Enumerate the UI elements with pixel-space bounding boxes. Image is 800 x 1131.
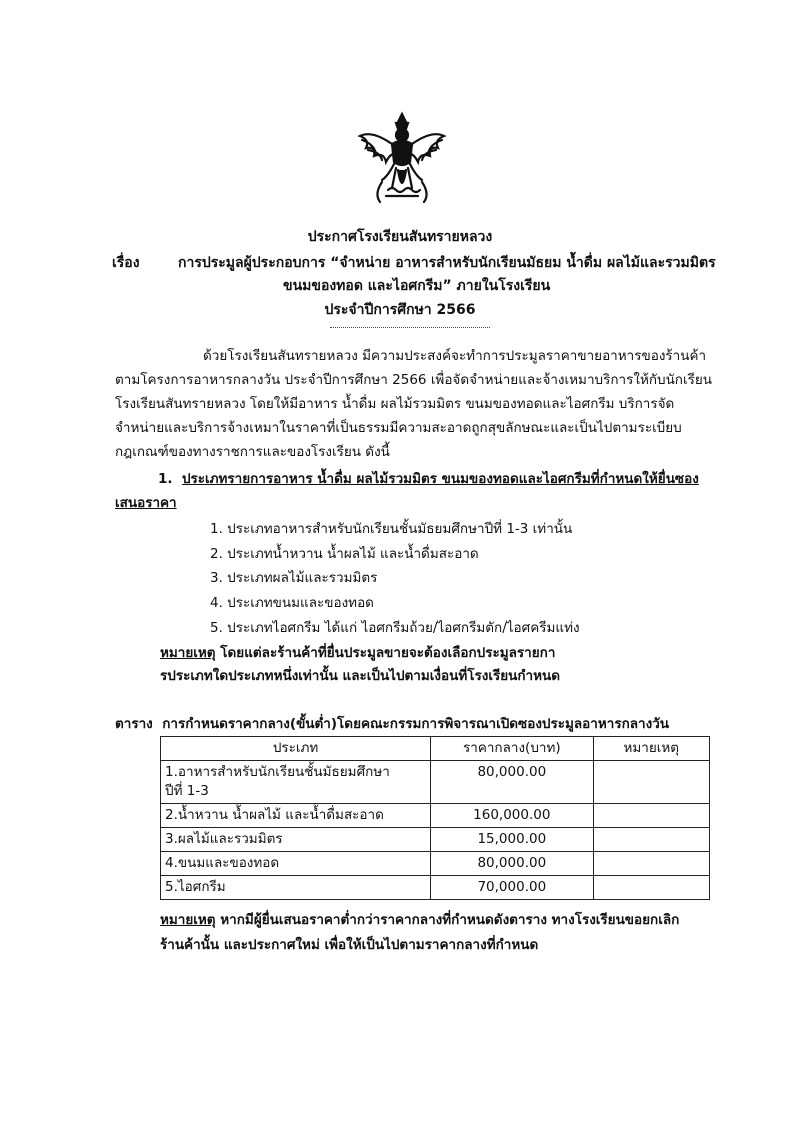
cell-price: 80,000.00 xyxy=(431,852,593,876)
cell-type: 3.ผลไม้และรวมมิตร xyxy=(161,828,431,852)
list-item: 2. ประเภทน้ำหวาน น้ำผลไม้ และน้ำดื่มสะอาด xyxy=(210,546,479,562)
header-price: ราคากลาง(บาท) xyxy=(431,737,593,761)
cell-note xyxy=(593,828,710,852)
table-caption-text: การกำหนดราคากลาง(ขั้นต่ำ)โดยคณะกรรมการพิจารณาเปิดซองประมูลอาหารกลางวัน xyxy=(162,716,670,732)
intro-line-4: จำหน่ายและบริการจ้างเหมาในราคาที่เป็นธรรมมีความสะอาดถูกสุขลักษณะและเป็นไปตามระเบียบ xyxy=(115,420,682,436)
intro-line-1: ด้วยโรงเรียนสันทรายหลวง มีความประสงค์จะทำการประมูลราคาขายอาหารของร้านค้า xyxy=(203,348,707,364)
reference-price-table xyxy=(160,736,710,900)
note-2-text: หากมีผู้ยื่นเสนอราคาต่ำกว่าราคากลางที่กำหนดดังตาราง ทางโรงเรียนขอยกเลิก xyxy=(215,912,680,928)
cell-price: 70,000.00 xyxy=(431,876,593,900)
subject-line-1: การประมูลผู้ประกอบการ “จำหน่าย อาหารสำหรับนักเรียนมัธยม น้ำดื่ม ผลไม้และรวมมิตร xyxy=(178,255,716,271)
table-row xyxy=(161,852,710,876)
list-item: 5. ประเภทไอศกรีม ได้แก่ ไอศกรีมถ้วย/ไอศกรีมตัก/ไอศครีมแท่ง xyxy=(210,620,580,636)
note-1-label: หมายเหตุ xyxy=(160,645,216,661)
table-caption xyxy=(115,714,669,734)
note-2-line-2: ร้านค้านั้น และประกาศใหม่ เพื่อให้เป็นไปตามราคากลางที่กำหนด xyxy=(160,937,539,953)
dotted-divider xyxy=(330,327,490,328)
cell-type xyxy=(161,761,431,804)
note-1-text: โดยแต่ละร้านค้าที่ยื่นประมูลขายจะต้องเลือกประมูลรายกา xyxy=(215,645,556,661)
section-1-number: 1. xyxy=(158,471,173,487)
table-row xyxy=(161,804,710,828)
cell-price: 80,000.00 xyxy=(431,761,593,804)
cell-type-line-2: ปีที่ 1-3 xyxy=(165,783,209,799)
garuda-emblem-icon xyxy=(352,110,452,208)
note-1-line-2: รประเภทใดประเภทหนึ่งเท่านั้น และเป็นไปตามเงื่อนที่โรงเรียนกำหนด xyxy=(160,668,560,684)
cell-note xyxy=(593,876,710,900)
cell-type-line-1: 1.อาหารสำหรับนักเรียนชั้นมัธยมศึกษา xyxy=(165,764,390,780)
intro-line-2: ตามโครงการอาหารกลางวัน ประจำปีการศึกษา 2566 เพื่อจัดจำหน่ายและจ้างเหมาบริการให้กับนักเรียน xyxy=(115,372,712,388)
cell-note xyxy=(593,804,710,828)
section-1-title-cont: เสนอราคา xyxy=(115,495,177,511)
cell-type: 4.ขนมและของทอด xyxy=(161,852,431,876)
cell-type: 5.ไอศกรีม xyxy=(161,876,431,900)
academic-year: ประจำปีการศึกษา 2566 xyxy=(324,302,476,318)
cell-price: 160,000.00 xyxy=(431,804,593,828)
cell-note xyxy=(593,852,710,876)
subject-label: เรื่อง xyxy=(112,255,140,271)
table-caption-label: ตาราง xyxy=(115,716,153,732)
header-note: หมายเหตุ xyxy=(593,737,710,761)
cell-note xyxy=(593,761,710,804)
list-item: 4. ประเภทขนมและของทอด xyxy=(210,595,374,611)
section-1-heading xyxy=(158,469,699,489)
table-row xyxy=(161,761,710,804)
intro-line-5: กฎเกณฑ์ของทางราชการและของโรงเรียน ดังนี้ xyxy=(115,444,390,460)
note-2-line-1 xyxy=(160,910,679,930)
note-2-label: หมายเหตุ xyxy=(160,912,216,928)
subject-line-2: ขนมของทอด และไอศกรีม” ภายในโรงเรียน xyxy=(283,278,551,294)
list-item: 3. ประเภทผลไม้และรวมมิตร xyxy=(210,570,378,586)
table-row xyxy=(161,828,710,852)
intro-line-3: โรงเรียนสันทรายหลวง โดยให้มีอาหาร น้ำดื่ม ผลไม้รวมมิตร ขนมของทอดและไอศกรีม บริการจัด xyxy=(115,396,675,412)
cell-price: 15,000.00 xyxy=(431,828,593,852)
announcement-title: ประกาศโรงเรียนสันทรายหลวง xyxy=(307,229,493,245)
list-item: 1. ประเภทอาหารสำหรับนักเรียนชั้นมัธยมศึกษาปีที่ 1-3 เท่านั้น xyxy=(210,521,573,537)
cell-type: 2.น้ำหวาน น้ำผลไม้ และน้ำดื่มสะอาด xyxy=(161,804,431,828)
header-type: ประเภท xyxy=(161,737,431,761)
table-row xyxy=(161,876,710,900)
section-1-title: ประเภทรายการอาหาร น้ำดื่ม ผลไม้รวมมิตร ขนมของทอดและไอศกรีมที่กำหนดให้ยื่นซอง xyxy=(181,471,699,487)
table-header-row xyxy=(161,737,710,761)
note-1-line-1 xyxy=(160,643,555,663)
